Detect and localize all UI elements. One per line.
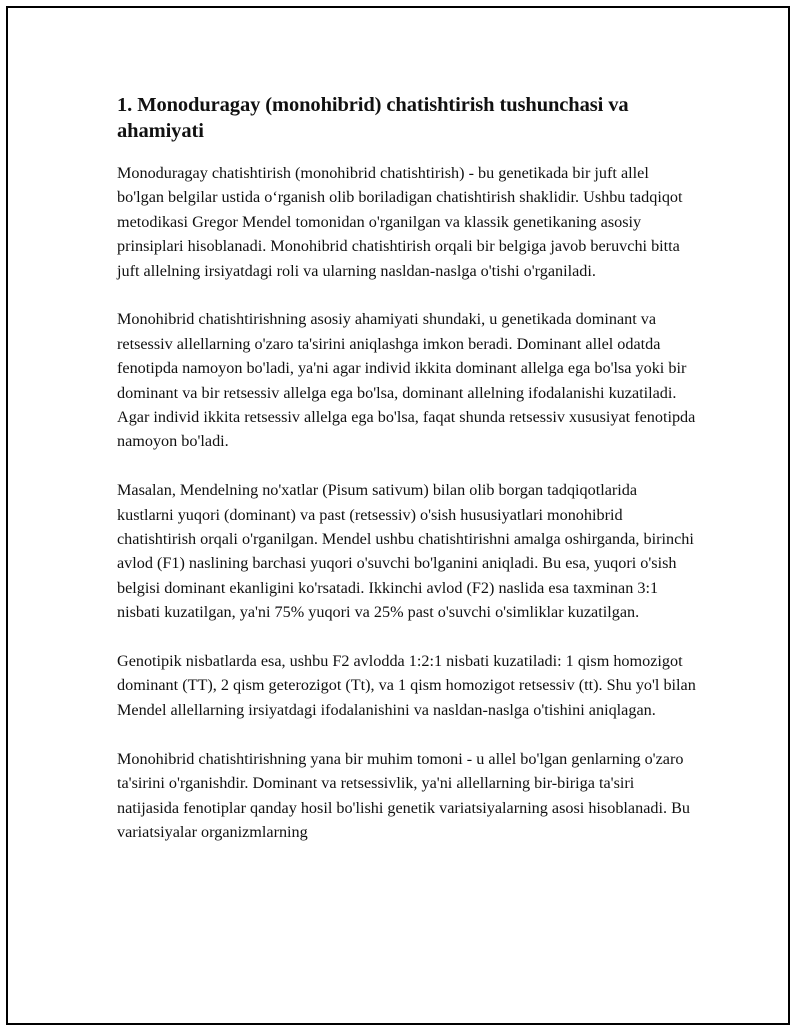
document-body	[117, 92, 697, 869]
paragraph-5: Monohibrid chatishtirishning yana bir muhim tomoni - u allel bo'lgan genlarning o'zaro ta'sirini o'rganishdir. Dominant va retsessivlik, ya'ni allellarning bir-biriga ta'siri natijasida fenotiplar qanday hosil bo'lishi genetik variatsiyalarning asosi hisoblanadi. Bu variatsiyalar organizmlarning	[117, 749, 690, 841]
paragraph-3: Masalan, Mendelning no'xatlar (Pisum sativum) bilan olib borgan tadqiqotlarida kustlarni yuqori (dominant) va past (retsessiv) o'sish hususiyatlari monohibrid chatishtirish orqali o'rganilgan. Mendel ushbu chatishtirishni amalga oshirganda, birinchi avlod (F1) naslining barchasi yuqori o'suvchi bo'lganini aniqladi. Bu esa, yuqori o'sish belgisi dominant ekanligini ko'rsatadi. Ikkinchi avlod (F2) naslida esa taxminan 3:1 nisbati kuzatilgan, ya'ni 75% yuqori va 25% past o'suvchi o'simliklar kuzatilgan.	[117, 481, 694, 622]
paragraph-1: Monoduragay chatishtirish (monohibrid chatishtirish) - bu genetikada bir juft allel bo'lgan belgilar ustida o‘rganish olib boriladigan chatishtirish shaklidir. Ushbu tadqiqot metodikasi Gregor Mendel tomonidan o'rganilgan va klassik genetikaning asosiy prinsiplari hisoblanadi. Monohibrid chatishtirish orqali bir belgiga javob beruvchi bitta juft allelning irsiyatdagi roli va ularning nasldan-naslga o'tishi o'rganiladi.	[117, 164, 683, 280]
section-title: 1. Monoduragay (monohibrid) chatishtirish tushunchasi va ahamiyati	[117, 94, 629, 142]
paragraph-2: Monohibrid chatishtirishning asosiy ahamiyati shundaki, u genetikada dominant va retsessiv allellarning o'zaro ta'sirini aniqlashga imkon beradi. Dominant allel odatda fenotipda namoyon bo'ladi, ya'ni agar individ ikkita dominant allelga ega bo'lsa yoki bir dominant va bir retsessiv allelga ega bo'lsa, dominant allelning ifodalanishi kuzatiladi. Agar individ ikkita retsessiv allelga ega bo'lsa, faqat shunda retsessiv xususiyat fenotipda namoyon bo'ladi.	[117, 310, 696, 451]
paragraph-4: Genotipik nisbatlarda esa, ushbu F2 avlodda 1:2:1 nisbati kuzatiladi: 1 qism homozigot dominant (TT), 2 qism geterozigot (Tt), va 1 qism homozigot retsessiv (tt). Shu yo'l bilan Mendel allellarning irsiyatdagi ifodalanishini va nasldan-naslga o'tishini aniqlagan.	[117, 652, 696, 719]
